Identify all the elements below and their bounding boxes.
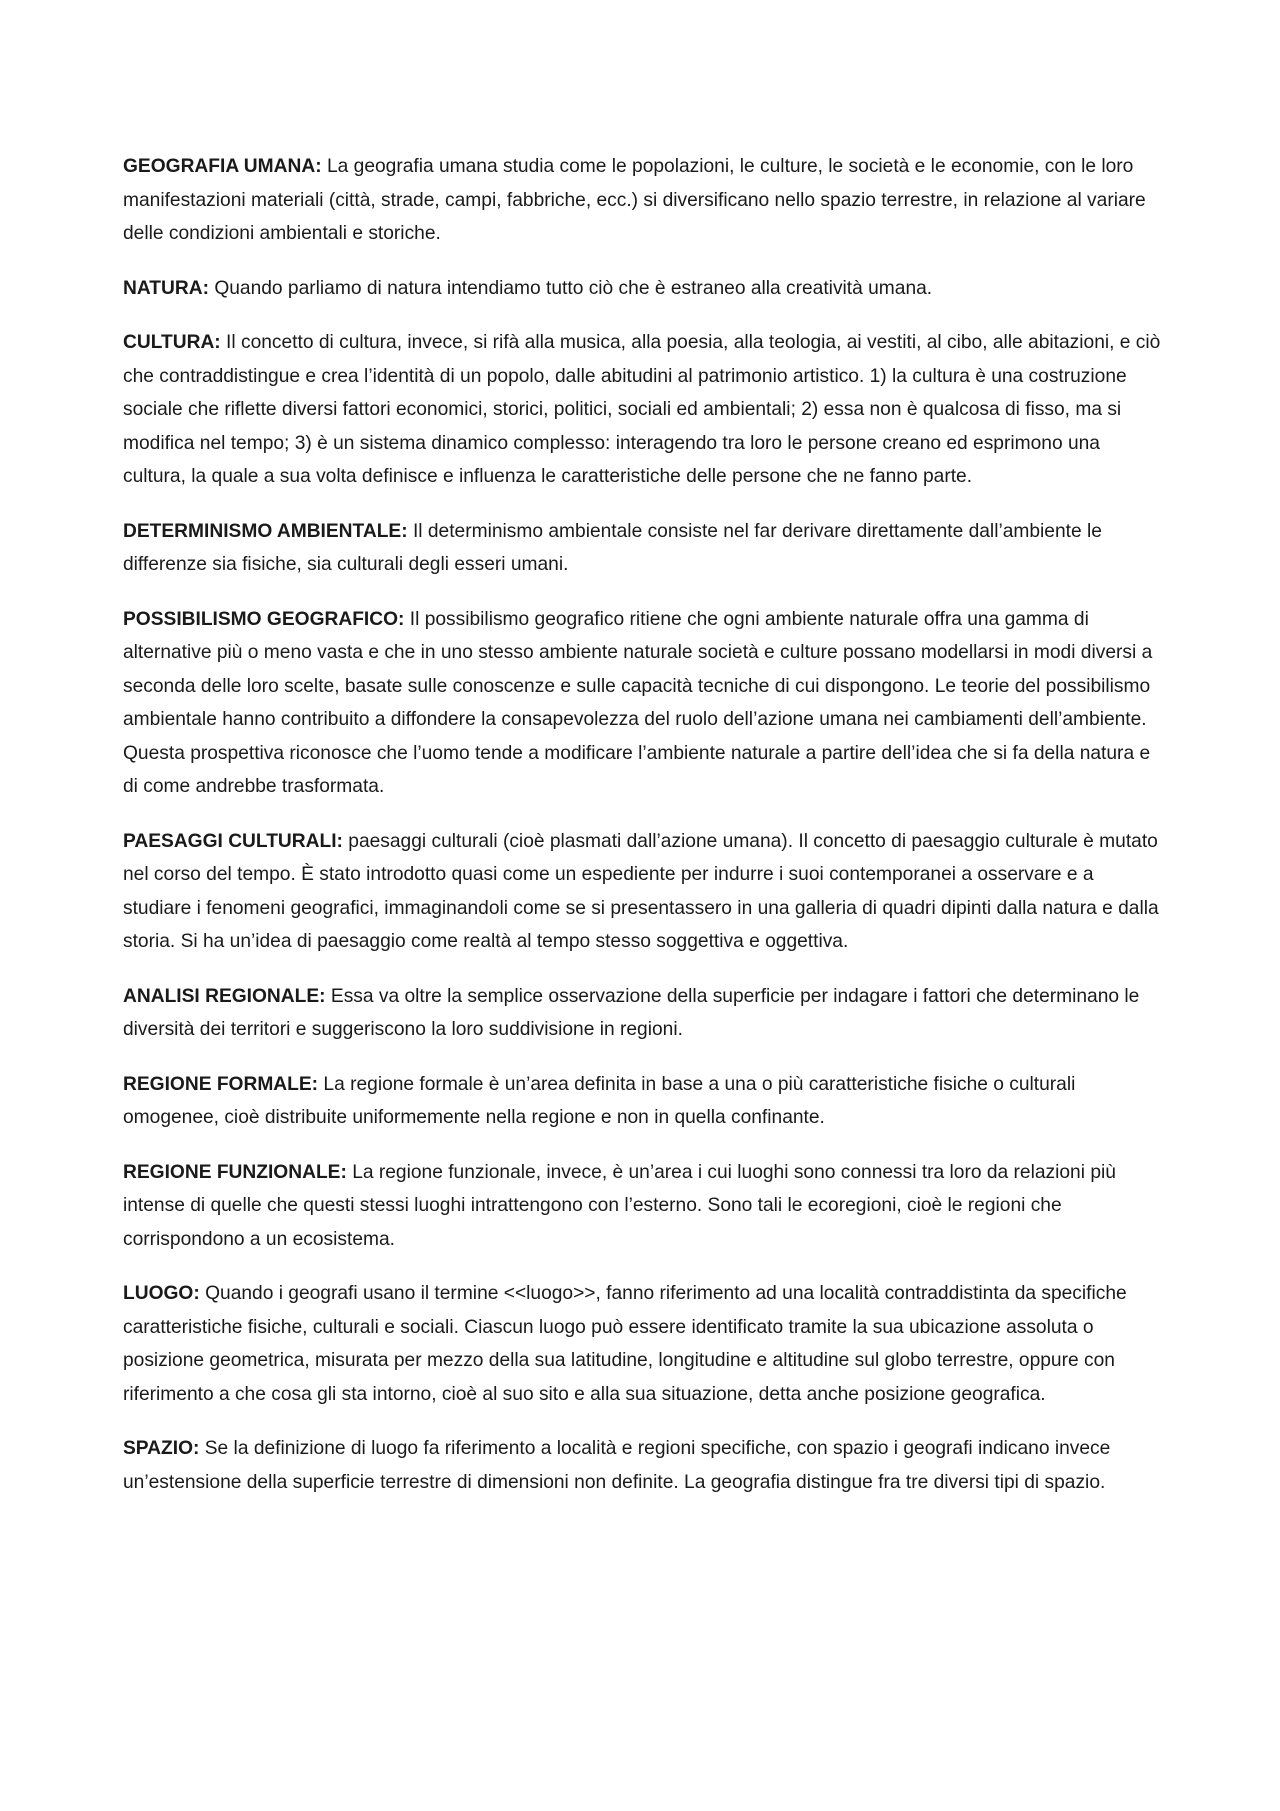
entry-text: Il possibilismo geografico ritiene che ogni ambiente naturale offra una gamma di alternative più o meno vasta e che in uno stesso ambiente naturale società e culture possano modellarsi in modi diversi a seconda delle loro scelte, basate sulle conoscenze e sulle capacità tecniche di cui dispongono. Le teorie del possibilismo ambientale hanno contribuito a diffondere la consapevolezza del ruolo dell’azione umana nei cambiamenti dell’ambiente. Questa prospettiva riconosce che l’uomo tende a modificare l’ambiente naturale a partire dell’idea che si fa della natura e di come andrebbe trasformata. xyxy=(123,608,1153,797)
entry-text: Il concetto di cultura, invece, si rifà alla musica, alla poesia, alla teologia, ai vestiti, al cibo, alle abitazioni, e ciò che contraddistingue e crea l’identità di un popolo, dalle abitudini al patrimonio artistico. 1) la cultura è una costruzione sociale che riflette diversi fattori economici, storici, politici, sociali ed ambientali; 2) essa non è qualcosa di fisso, ma si modifica nel tempo; 3) è un sistema dinamico complesso: interagendo tra loro le persone creano ed esprimono una cultura, la quale a sua volta definisce e influenza le caratteristiche delle persone che ne fanno parte. xyxy=(123,332,1161,487)
entry-text: paesaggi culturali (cioè plasmati dall’azione umana). Il concetto di paesaggio culturale è mutato nel corso del tempo. È stato introdotto quasi come un espediente per indurre i suoi contemporanei a osservare e a studiare i fenomeni geografici, immaginandoli come se si presentassero in una galleria di quadri dipinti dalla natura e dalla storia. Si ha un’idea di paesaggio come realtà al tempo stesso soggettiva e oggettiva. xyxy=(123,830,1159,952)
entry-natura xyxy=(123,272,1163,306)
entry-term: POSSIBILISMO GEOGRAFICO: xyxy=(123,608,405,630)
entry-text: Quando i geografi usano il termine <<luogo>>, fanno riferimento ad una località contraddistinta da specifiche caratteristiche fisiche, culturali e sociali. Ciascun luogo può essere identificato tramite la sua ubicazione assoluta o posizione geometrica, misurata per mezzo della sua latitudine, longitudine e altitudine sul globo terrestre, oppure con riferimento a che cosa gli sta intorno, cioè al suo sito e alla sua situazione, detta anche posizione geografica. xyxy=(123,1283,1127,1405)
entry-luogo xyxy=(123,1277,1163,1411)
entry-text: Essa va oltre la semplice osservazione della superficie per indagare i fattori che determinano le diversità dei territori e suggeriscono la loro suddivisione in regioni. xyxy=(123,985,1140,1040)
entry-term: GEOGRAFIA UMANA: xyxy=(123,156,322,177)
entry-text: Il determinismo ambientale consiste nel far derivare direttamente dall’ambiente le differenze sia fisiche, sia culturali degli esseri umani. xyxy=(123,520,1102,575)
entry-term: REGIONE FORMALE: xyxy=(123,1073,319,1095)
entry-geografia-umana xyxy=(123,150,1163,251)
document-body xyxy=(123,150,1163,1520)
entry-determinismo-ambientale xyxy=(123,515,1163,582)
entry-term: NATURA: xyxy=(123,277,209,299)
entry-text: Quando parliamo di natura intendiamo tutto ciò che è estraneo alla creatività umana. xyxy=(214,277,933,299)
entry-term: PAESAGGI CULTURALI: xyxy=(123,830,343,852)
entry-term: CULTURA: xyxy=(123,332,221,353)
entry-term: DETERMINISMO AMBIENTALE: xyxy=(123,520,408,542)
entry-regione-funzionale xyxy=(123,1156,1163,1257)
entry-possibilismo-geografico xyxy=(123,603,1163,804)
entry-regione-formale xyxy=(123,1068,1163,1135)
entry-paesaggi-culturali xyxy=(123,825,1163,959)
entry-text: La regione funzionale, invece, è un’area i cui luoghi sono connessi tra loro da relazioni più intense di quelle che questi stessi luoghi intrattengono con l’esterno. Sono tali le ecoregioni, cioè le regioni che corrispondono a un ecosistema. xyxy=(123,1161,1116,1250)
entry-spazio xyxy=(123,1432,1163,1499)
entry-text: Se la definizione di luogo fa riferimento a località e regioni specifiche, con spazio i geografi indicano invece un’estensione della superficie terrestre di dimensioni non definite. La geografia distingue fra tre diversi tipi di spazio. xyxy=(123,1438,1111,1493)
entry-term: LUOGO: xyxy=(123,1283,200,1304)
entry-analisi-regionale xyxy=(123,980,1163,1047)
entry-term: ANALISI REGIONALE: xyxy=(123,985,326,1007)
entry-term: SPAZIO: xyxy=(123,1438,200,1459)
entry-text: La regione formale è un’area definita in base a una o più caratteristiche fisiche o culturali omogenee, cioè distribuite uniformemente nella regione e non in quella confinante. xyxy=(123,1073,1076,1128)
entry-cultura xyxy=(123,326,1163,494)
entry-term: REGIONE FUNZIONALE: xyxy=(123,1161,347,1183)
entry-text: La geografia umana studia come le popolazioni, le culture, le società e le economie, con le loro manifestazioni materiali (città, strade, campi, fabbriche, ecc.) si diversificano nello spazio terrestre, in relazione al variare delle condizioni ambientali e storiche. xyxy=(123,156,1146,244)
